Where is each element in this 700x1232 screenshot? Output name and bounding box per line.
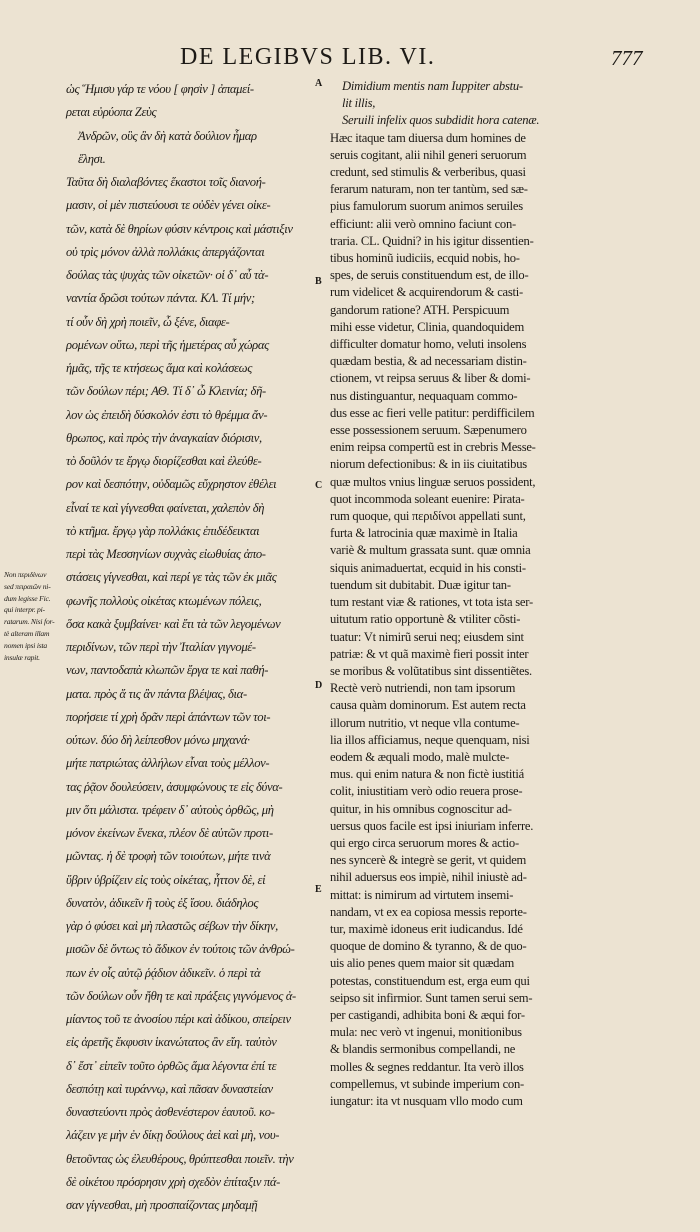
section-letter-a: A: [315, 78, 323, 89]
latin-text-line: nihil aduersus eos impiè, nihil iniustè ad-: [330, 870, 527, 885]
greek-text-line: ἕλησι.: [78, 151, 106, 166]
greek-text-line: γὰρ ὁ φύσει καὶ μὴ πλαστῶς σέβων τὴν δίκην,: [66, 919, 278, 933]
latin-text-line: quæ multos vnius linguæ seruos possident,: [330, 474, 536, 489]
greek-text-line: λάζειν γε μὴν ἐν δίκῃ δούλους ἀεὶ καὶ μὴ, νου-: [66, 1128, 280, 1143]
greek-text-line: δεσπότῃ καὶ τυράννῳ, καὶ πᾶσαν δυναστείαν: [66, 1081, 273, 1096]
latin-text-line: patriæ: & vt quã maximè fieri possit inter: [330, 646, 529, 661]
latin-text-line: ctionem, vt reipsa seruus & liber & domi-: [330, 371, 531, 386]
latin-text-line: uersus quos facile est ipsi iniuriam inferre.: [330, 818, 534, 833]
latin-text-line: seruis cogitant, alii nihil generi seruorum: [330, 147, 527, 162]
greek-text-line: περιδίνων, τῶν περὶ τὴν Ἰταλίαν γιγνομέ-: [66, 640, 256, 654]
latin-text-line: per castigandi, adhibita boni & æqui for-: [330, 1007, 525, 1022]
section-letter-c: C: [315, 480, 323, 491]
greek-text-line: Ἀνδρῶν, οὓς ἂν δὴ κατὰ δούλιον ἦμαρ: [78, 128, 257, 143]
latin-text-line: quitur, in his omnibus cognoscitur ad-: [330, 801, 512, 816]
greek-text-line: μῶντας. ἡ δὲ τροφὴ τῶν τοιούτων, μήτε τινὰ: [66, 849, 271, 864]
latin-text-line: tibus hominũ iudiciis, ecquid nobis, ho-: [330, 251, 520, 266]
margin-note-line: nomen ipsi ista: [4, 640, 47, 650]
greek-text-line: τὸ κτῆμα. ἔργῳ γὰρ πολλάκις ἐπιδέδεικται: [66, 523, 260, 538]
latin-text-line: quædam bestia, & ad necessariam distin-: [330, 354, 527, 369]
latin-text-line: furta & latrocinia quæ maximè in Italia: [330, 526, 518, 541]
running-title: DE LEGIBVS LIB. VI.: [180, 44, 436, 70]
latin-text-line: gandorum ratione? ATH. Perspicuum: [330, 302, 510, 317]
latin-text-line: & blandis sermonibus compellandi, ne: [330, 1042, 516, 1057]
latin-text-line: dus esse ac fieri velle patitur: perdifficilem: [330, 405, 535, 420]
greek-text-line: τί οὖν δὴ χρὴ ποιεῖν, ὦ ξένε, διαφε-: [66, 314, 230, 329]
greek-text-line: ματα. πρὸς ἅ τις ἂν πάντα βλέψας, δια-: [66, 686, 247, 701]
latin-text-line: rum quoque, qui περιδίνοι appellati sunt,: [330, 509, 526, 524]
greek-text-line: λον ὡς ἐπειδὴ δύσκολόν ἐστι τὸ θρέμμα ἄν-: [66, 407, 268, 422]
greek-text-line: Ταῦτα δὴ διαλαβόντες ἕκαστοι τοῖς διανοή-: [66, 175, 266, 189]
latin-text-line: illorum nutritio, vt neque vlla contume-: [330, 715, 520, 730]
latin-text-line: nus distinguantur, nequaquam commo-: [330, 388, 518, 403]
margin-note-line: insulæ rapit.: [4, 652, 40, 662]
latin-text-line: variè & multum grassata sunt. quæ omnia: [330, 543, 531, 558]
greek-text-column: [66, 78, 318, 1217]
latin-text-line: rum videlicet & acquirendorum & casti-: [330, 285, 523, 300]
latin-text-line: potestas, constituendum est, erga eum qui: [330, 973, 530, 988]
latin-text-line: mus. qui enim natura & non fictè iustitiá: [330, 767, 525, 782]
greek-text-line: δούλας τὰς ψυχὰς τῶν οἰκετῶν· οἱ δ᾽ αὖ τὰ-: [66, 268, 269, 282]
latin-text-line: lia illos afficiamus, neque quenquam, nisi: [330, 732, 530, 747]
greek-text-line: μιν ὅτι μάλιστα. τρέφειν δ᾽ αὐτοὺς ὀρθῶς, μὴ: [66, 802, 274, 817]
greek-text-line: ναντία δρῶσι τούτων πάντα. ΚΛ. Τί μήν;: [66, 291, 255, 306]
latin-text-line: credunt, sed stimulis & verberibus, quasi: [330, 165, 526, 180]
latin-text-line: traria. CL. Quidni? in his igitur dissentien-: [330, 233, 534, 248]
greek-text-line: ρομένων οὕτω, περὶ τῆς ἡμετέρας αὖ χώρας: [66, 337, 269, 352]
latin-text-line: Dimidium mentis nam Iuppiter abstu-: [342, 79, 523, 93]
latin-text-line: qui ergo circa seruorum mores & actio-: [330, 835, 519, 850]
latin-text-line: colit, iniustitiam verò odio reuera prose-: [330, 784, 523, 799]
latin-text-line: causa quàm dominorum. Est autem recta: [330, 698, 526, 713]
greek-text-line: τῶν, κατὰ δὲ θηρίων φύσιν κέντροις καὶ μάστιξιν: [66, 221, 293, 236]
margin-note-line: dum legisse Fic.: [4, 593, 51, 603]
greek-text-line: περὶ τὰς Μεσσηνίων συχνὰς εἰωθυίας ἀπο-: [66, 547, 266, 561]
margin-note-line: Non περιδίνων: [4, 570, 47, 579]
section-letter-e: E: [315, 884, 322, 895]
greek-text-line: δυναστεύοντι πρὸς ἀσθενέστερον ἑαυτοῦ. κο-: [66, 1105, 275, 1119]
greek-text-line: εἶναί τε καὶ γίγνεσθαι φαίνεται, χαλεπὸν δὴ: [66, 500, 265, 515]
latin-text-line: lit illis,: [342, 96, 376, 111]
latin-text-line: mula: nec verò vt ingenui, monitionibus: [330, 1025, 522, 1040]
latin-text-line: nandam, vt ex ea copiosa messis reporte-: [330, 904, 527, 919]
latin-text-line: uis alio penes quem maior sit quædam: [330, 956, 515, 971]
greek-text-line: ρον καὶ δεσπότην, οὐδαμῶς εὔχρηστον ἐθέλει: [66, 477, 277, 492]
greek-text-line: ἡμᾶς, τῆς τε κτήσεως ἅμα καὶ κολάσεως: [66, 361, 252, 375]
latin-text-line: efficiunt: alii verò omnino faciunt con-: [330, 216, 516, 231]
latin-text-line: compellemus, vt subinde imperium con-: [330, 1076, 524, 1091]
greek-text-line: ὡς Ἥμισυ γάρ τε νόου [ φησὶν ] ἀπαμεί-: [66, 82, 254, 96]
greek-text-line: νων, παντοδαπὰ κλωπῶν ἔργα τε καὶ παθή-: [66, 663, 269, 678]
page-number: 777: [611, 46, 643, 70]
greek-text-line: πων ἐν οἷς αὐτῷ ῥᾴδιον ἀδικεῖν. ὁ περὶ τὰ: [66, 965, 261, 980]
greek-text-line: μισῶν δὲ ὄντως τὸ ἄδικον ἐν τούτοις τῶν ἀνθρώ-: [66, 942, 295, 957]
latin-text-line: quot incommoda soleant euenire: Pirata-: [330, 491, 525, 506]
latin-text-line: pius famulorum suorum animos seruiles: [330, 199, 523, 214]
margin-note-line: qui interpr. pi-: [4, 605, 45, 615]
section-letter-d: D: [315, 680, 323, 691]
greek-text-line: θετοῦντας ὡς ἐλευθέρους, θρύπτεσθαι ποιεῖν. τὴν: [66, 1151, 294, 1166]
latin-text-line: ferarum naturam, non ter tantùm, sed sæ-: [330, 182, 528, 197]
greek-text-line: τας ῥᾷον δουλεύσειν, ἀσυμφώνους τε εἰς δύνα-: [66, 779, 283, 794]
latin-text-line: tum restant viæ & rationes, vt tota ista ser-: [330, 595, 533, 610]
greek-text-line: τῶν δούλων πέρι; ΑΘ. Τί δ᾽ ὦ Κλεινία; δῆ-: [66, 384, 266, 399]
greek-text-line: ρεται εὐρύοπα Ζεὺς: [66, 105, 157, 120]
greek-text-line: μίαντος τοῦ τε ἀνοσίου πέρι καὶ ἀδίκου, σπείρειν: [66, 1012, 291, 1026]
greek-text-line: τὸ δοῦλόν τε ἔργῳ διορίζεσθαι καὶ ἐλεύθε-: [66, 454, 262, 468]
greek-text-line: δυνατὸν, ἀδικεῖν ἢ τοὺς ἐξ ἴσου. διάδηλος: [66, 895, 259, 910]
margin-note: [4, 569, 62, 663]
greek-text-line: εἰς ἀρετῆς ἔκφυσιν ἱκανώτατος ἂν εἴη. ταὐτὸν: [66, 1035, 277, 1050]
latin-text-line: tur, maximè idoneus erit iudicandus. Idé: [330, 921, 523, 936]
latin-text-line: spes, de seruis constituendum est, de illo-: [330, 268, 529, 283]
greek-text-line: στάσεις γίγνεσθαι, καὶ περί γε τὰς τῶν ἐκ μιᾶς: [66, 570, 277, 585]
greek-text-line: οὐ τρὶς μόνον ἀλλὰ πολλάκις ἀπεργάζονται: [66, 244, 265, 259]
greek-text-line: μασιν, οἱ μὲν πιστεύουσι τε οὐδὲν γένει οἰκε-: [66, 198, 271, 213]
latin-text-line: esse possessionem seruum. Sæpenumero: [330, 423, 527, 438]
latin-text-line: niorum defectionibus: & in iis ciuitatibus: [330, 457, 527, 472]
latin-text-line: seipso sit infirmior. Sunt tamen serui sem-: [330, 990, 533, 1005]
latin-text-line: Hæc itaque tam diuersa dum homines de: [330, 130, 526, 145]
latin-text-line: mittat: is nimirum ad virtutem insemi-: [330, 887, 514, 902]
greek-text-line: μήτε πατριώτας ἀλλήλων εἶναι τοὺς μέλλον-: [66, 756, 270, 771]
latin-text-line: uitutum ratio opportunè & vtiliter cõsti-: [330, 612, 521, 627]
margin-note-line: tè alteram illam: [4, 628, 50, 638]
greek-text-line: θρωπος, καὶ πρὸς τὴν ἀναγκαίαν διόρισιν,: [66, 430, 262, 445]
latin-text-line: se moribus & volũtatibus sint dissentiẽtes.: [330, 663, 532, 678]
greek-text-line: πορήσειε τί χρὴ δρᾶν περὶ ἁπάντων τῶν τοι-: [66, 709, 271, 724]
page-header: [0, 42, 700, 74]
greek-text-line: ούτων. δύο δὴ λείπεσθον μόνω μηχανά·: [66, 733, 250, 747]
greek-text-line: δὲ οἰκέτου πρόσρησιν χρὴ σχεδὸν ἐπίταξιν πά-: [66, 1174, 280, 1189]
latin-text-line: siquis animaduertat, ecquid in his consti-: [330, 560, 526, 575]
greek-text-line: τῶν δούλων οὖν ἤθη τε καὶ πράξεις γιγνόμενος ἀ-: [66, 988, 296, 1003]
latin-text-line: nes syncerè & integrè se gerit, vt quidem: [330, 853, 527, 868]
greek-text-line: ὅσα κακὰ ξυμβαίνει· καὶ ἔτι τὰ τῶν λεγομένων: [66, 616, 281, 631]
greek-text-line: μόνον ἐκείνων ἕνεκα, πλέον δὲ αὑτῶν προτι-: [66, 826, 273, 840]
latin-text-line: Rectè verò nutriendi, non tam ipsorum: [330, 681, 516, 696]
greek-text-line: ὕβριν ὑβρίζειν εἰς τοὺς οἰκέτας, ἧττον δὲ, εἰ: [66, 872, 266, 887]
latin-text-line: molles & segnes reddantur. Ita verò illos: [330, 1059, 524, 1074]
latin-text-column: [330, 78, 574, 1110]
margin-note-line: ratarum. Nisi for-: [4, 617, 55, 627]
latin-text-line: enim reipsa compertũ est in crebris Messe-: [330, 440, 536, 455]
latin-text-line: quoque de domino & tyranno, & de quo-: [330, 939, 527, 954]
latin-text-line: eodem & æquali modo, malè mulcte-: [330, 749, 510, 764]
greek-text-line: φωνῆς πολλοὺς οἰκέτας κτωμένων πόλεις,: [66, 593, 262, 608]
greek-text-line: δ᾽ ἔστ᾽ εἰπεῖν τοῦτο ὀρθῶς ἅμα λέγοντα ἐπί τε: [66, 1058, 277, 1073]
latin-text-line: tuatur: Vt nimirũ serui neq; eiusdem sint: [330, 629, 524, 644]
latin-text-line: mihi esse videtur, Clinia, quandoquidem: [330, 319, 525, 334]
section-letter-b: B: [315, 276, 322, 287]
margin-note-line: sed πειραιῶν ni-: [4, 581, 51, 591]
latin-text-line: iungatur: ita vt nusquam vllo modo cum: [330, 1093, 523, 1108]
latin-text-line: difficulter domatur homo, veluti insolens: [330, 337, 527, 352]
greek-text-line: σαν γίγνεσθαι, μὴ προσπαίζοντας μηδαμῇ: [66, 1198, 258, 1212]
latin-text-line: Seruili infelix quos subdidit hora catenæ.: [342, 113, 540, 128]
latin-text-line: tuendum sit dubitabit. Duæ igitur tan-: [330, 577, 511, 592]
